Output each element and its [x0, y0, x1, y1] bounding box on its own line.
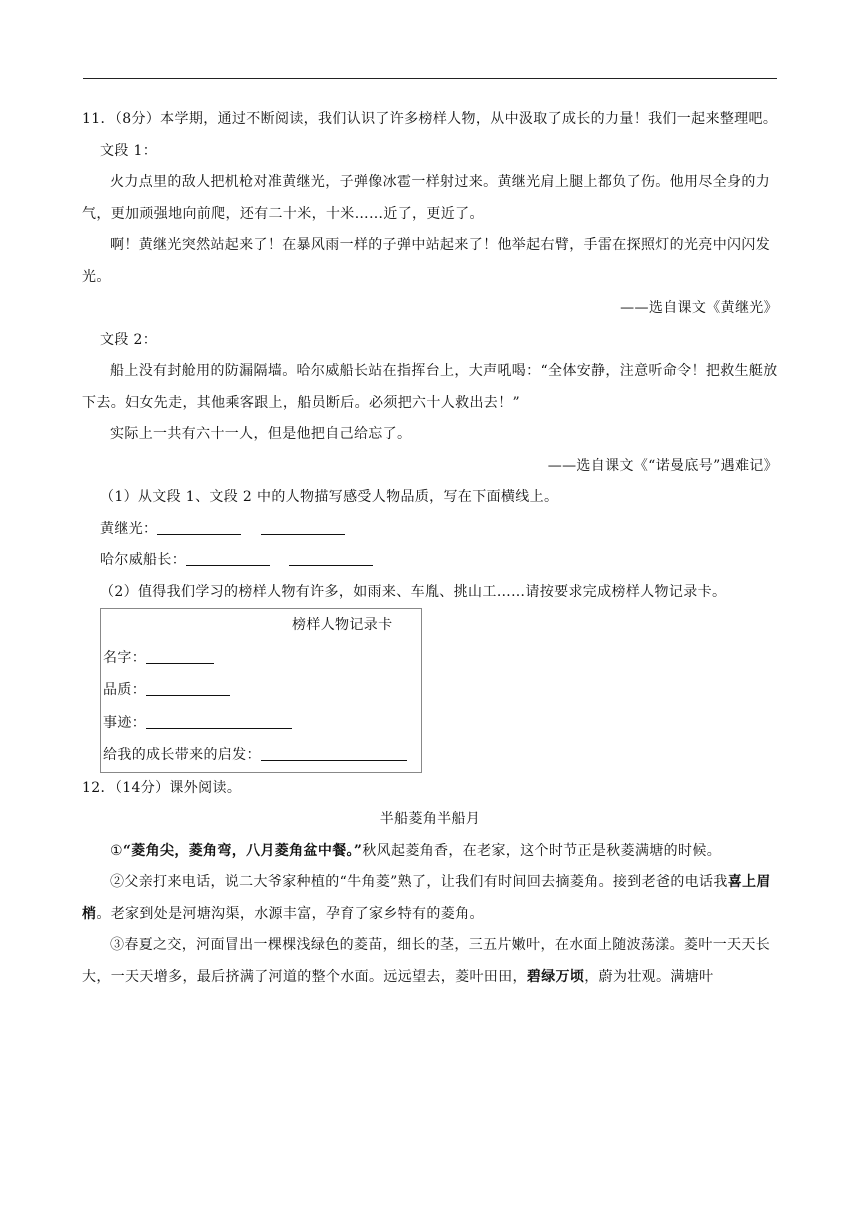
paragraph-1-bold-quote: “菱角尖，菱角弯，八月菱角盆中餐。”	[122, 842, 363, 859]
paragraph-2-text-b: 。老家到处是河塘沟渠，水源丰富，孕育了家乡特有的菱角。	[96, 905, 484, 922]
harvey-blank-2[interactable]	[289, 551, 373, 566]
card-inspiration-row	[103, 739, 419, 772]
huang-blank-1[interactable]	[157, 520, 241, 535]
card-quality-row	[103, 674, 419, 707]
reading-paragraph-3	[82, 930, 778, 993]
paragraph-3-number: ③	[110, 937, 125, 953]
harvey-label: 哈尔威船长：	[100, 552, 187, 568]
huang-label: 黄继光：	[100, 520, 158, 537]
card-title: 榜样人物记录卡	[292, 617, 393, 633]
question-12-heading: 12．（14分）课外阅读。	[82, 779, 242, 796]
header-rule	[83, 78, 777, 79]
card-deeds-label: 事迹：	[103, 714, 147, 731]
reading-title: 半船菱角半船月	[379, 811, 481, 827]
role-model-record-card	[100, 608, 422, 773]
sub-question-2: （2）值得我们学习的榜样人物有许多，如雨来、车胤、挑山工……请按要求完成榜样人物记录卡。	[100, 583, 727, 600]
passage-2-label: 文段 2：	[100, 331, 158, 348]
card-name-blank[interactable]	[146, 649, 214, 664]
passage-1-label: 文段 1：	[100, 142, 158, 159]
reading-paragraph-1	[82, 836, 778, 868]
passage-1-paragraph-1: 火力点里的敌人把机枪对准黄继光，子弹像冰雹一样射过来。黄继光肩上腿上都负了伤。他用尽全身的力气，更加顽强地向前爬，还有二十米，十米……近了，更近了。	[82, 174, 771, 222]
huang-blank-2[interactable]	[261, 520, 345, 535]
paragraph-1-text: 秋风起菱角香，在老家，这个时节正是秋菱满塘的时候。	[362, 842, 722, 859]
card-deeds-blank[interactable]	[146, 714, 292, 729]
reading-paragraph-2	[82, 867, 778, 930]
paragraph-3-bold-phrase: 碧绿万顷	[526, 968, 585, 985]
paragraph-2-text-a: 父亲打来电话，说二大爷家种植的“牛角菱”熟了，让我们有时间回去摘菱角。接到老爸的电话我	[124, 874, 728, 890]
paragraph-3-text-a: 春夏之交，河面冒出一棵棵浅绿色的菱苗，细长的茎，三五片嫩叶，在水面上随波荡漾。菱叶一天天长大，一天天增多，最后挤满了河道的整个水面。远远望去，菱叶田田，	[82, 937, 771, 985]
harvey-answer-line	[82, 545, 778, 577]
paragraph-2-number: ②	[110, 874, 125, 890]
card-inspiration-blank[interactable]	[261, 746, 407, 761]
document-page	[82, 104, 778, 993]
card-quality-blank[interactable]	[146, 681, 230, 696]
passage-2-source: ——选自课文《“诺曼底号”遇难记》	[547, 457, 778, 474]
passage-1-source: ——选自课文《黄继光》	[620, 300, 778, 316]
passage-2-paragraph-2: 实际上一共有六十一人，但是他把自己给忘了。	[110, 426, 412, 442]
sub-question-1: （1）从文段 1、文段 2 中的人物描写感受人物品质，写在下面横线上。	[100, 489, 559, 505]
question-11-heading: 11．（8分）本学期，通过不断阅读，我们认识了许多榜样人物，从中汲取了成长的力量！我们一起来整理吧。	[82, 111, 778, 127]
huang-answer-line	[82, 514, 778, 546]
card-name-label: 名字：	[103, 649, 147, 666]
card-quality-label: 品质：	[103, 682, 147, 698]
card-inspiration-label: 给我的成长带来的启发：	[103, 747, 261, 763]
paragraph-1-number: ①	[110, 842, 123, 859]
passage-2-paragraph-1: 船上没有封舱用的防漏隔墙。哈尔威船长站在指挥台上，大声吼喝：“全体安静，注意听命令！把救生艇放下去。妇女先走，其他乘客跟上，船员断后。必须把六十人救出去！”	[82, 363, 778, 411]
card-deeds-row	[103, 707, 419, 740]
harvey-blank-1[interactable]	[186, 551, 270, 566]
card-name-row	[103, 642, 419, 675]
paragraph-2-bold-phrase: 喜上眉梢	[82, 874, 771, 922]
passage-1-paragraph-2: 啊！黄继光突然站起来了！在暴风雨一样的子弹中站起来了！他举起右臂，手雷在探照灯的光亮中闪闪发光。	[82, 237, 771, 285]
paragraph-3-text-b: ，蔚为壮观。满塘叶	[584, 968, 714, 985]
